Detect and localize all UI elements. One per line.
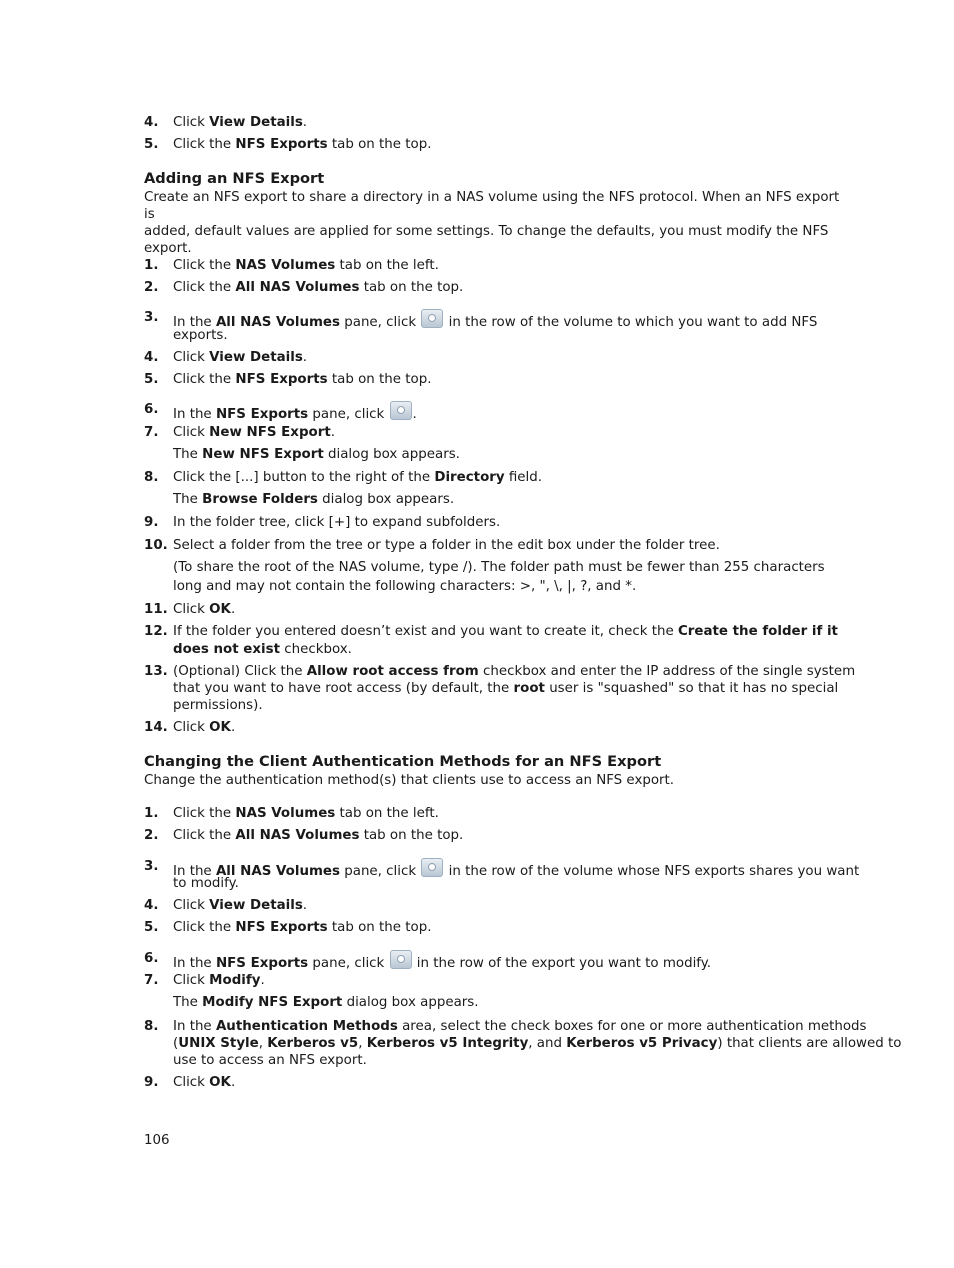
step-continuation: exports. bbox=[173, 328, 228, 343]
page-number: 106 bbox=[144, 1133, 170, 1148]
gear-icon bbox=[421, 309, 443, 328]
step-text: Click View Details. bbox=[173, 115, 308, 130]
step-note: The Browse Folders dialog box appears. bbox=[173, 492, 455, 507]
step-note: (To share the root of the NAS volume, type /). The folder path must be fewer than 255 characters bbox=[173, 560, 825, 575]
step-note: The New NFS Export dialog box appears. bbox=[173, 447, 460, 462]
section-heading: Adding an NFS Export bbox=[144, 170, 325, 187]
step-text: Click the NFS Exports tab on the top. bbox=[173, 137, 432, 152]
step-continuation: to modify. bbox=[173, 876, 239, 891]
section-intro: Create an NFS export to share a directory in a NAS volume using the NFS protocol. When an NFS export is added, default values are applied for some settings. To change the defaults, you must modify the NFS export. bbox=[144, 190, 840, 256]
step-continuation: does not exist checkbox. bbox=[173, 642, 352, 657]
gear-icon bbox=[390, 401, 412, 420]
document-page: 4. Click View Details. 5. Click the NFS Exports tab on the top. Adding an NFS Export Create an NFS export to share a directory in a NAS volume using the NFS protocol. When an NFS export is added, default values are applied for some settings. To change the defaults, you must modify the NFS export. 1. Click the NAS Volumes tab on the left. 2. Click the All NAS Volumes tab on the top. 3. In the All NAS Volumes pane, click in the row of the volume to which you want to add NFS exports. 4. Click View Details. 5. Click the NFS Exports tab on the top. 6. In the NFS Exports pane, click . 7. Click New NFS Export. The New NFS Export dialog box appears. 8. Click the [...] button to the right of the Directory field. The Browse Folders dialog box appears. 9. In the folder tree, click [+] to expand subfolders. 10. Select a folder from the tree or type a folder in the edit box under the folder tree. (To share the root of the NAS volume, type /). The folder path must be fewer than 255 characters long and may not contain the following characters: >, ", \, |, ?, and *. 11. Click OK. 12. If the folder you entered doesn’t exist and you want to create it, check the Create the folder if it does not exist checkbox. 13. (Optional) Click the Allow root access from checkbox and enter the IP address of the single system that you want to have root access (by default, the root user is "squashed" so that it has no special permissions). 14. Click OK. Changing the Client Authentication Methods for an NFS Export Change the authentication method(s) that clients use to access an NFS export. 1. Click the NAS Volumes tab on the left. 2. Click the All NAS Volumes tab on the top. 3. In the All NAS Volumes pane, click in the row of the volume whose NFS exports shares you want to modify. 4. Click View Details. 5. Click the NFS Exports tab on the top. 6. In the NFS Exports pane, click in the row of the export you want to modify. 7. Click Modify. The Modify NFS Export dialog box appears. 8. In the Authentication Methods area, select the check boxes for one or more authentication methods (UNIX Style, Kerberos v5, Kerberos v5 Integrity, and Kerberos v5 Privacy) that clients are allowed to use to access an NFS export. 9. Click OK. 106 bbox=[144, 115, 902, 1148]
step-note: The Modify NFS Export dialog box appears. bbox=[173, 995, 479, 1010]
step-continuation: use to access an NFS export. bbox=[173, 1053, 367, 1068]
section-heading: Changing the Client Authentication Methods for an NFS Export bbox=[144, 753, 662, 770]
step-number: 4. bbox=[144, 115, 159, 130]
step-note: long and may not contain the following characters: >, ", \, |, ?, and *. bbox=[173, 579, 637, 594]
step-number: 5. bbox=[144, 137, 159, 152]
gear-icon bbox=[390, 950, 412, 969]
step-continuation: that you want to have root access (by default, the root user is "squashed" so that it has no special bbox=[173, 681, 839, 696]
step-continuation: permissions). bbox=[173, 698, 263, 713]
step-continuation: (UNIX Style, Kerberos v5, Kerberos v5 Integrity, and Kerberos v5 Privacy) that clients are allowed to bbox=[173, 1036, 902, 1051]
gear-icon bbox=[421, 858, 443, 877]
section-intro: Change the authentication method(s) that clients use to access an NFS export. bbox=[144, 773, 675, 788]
